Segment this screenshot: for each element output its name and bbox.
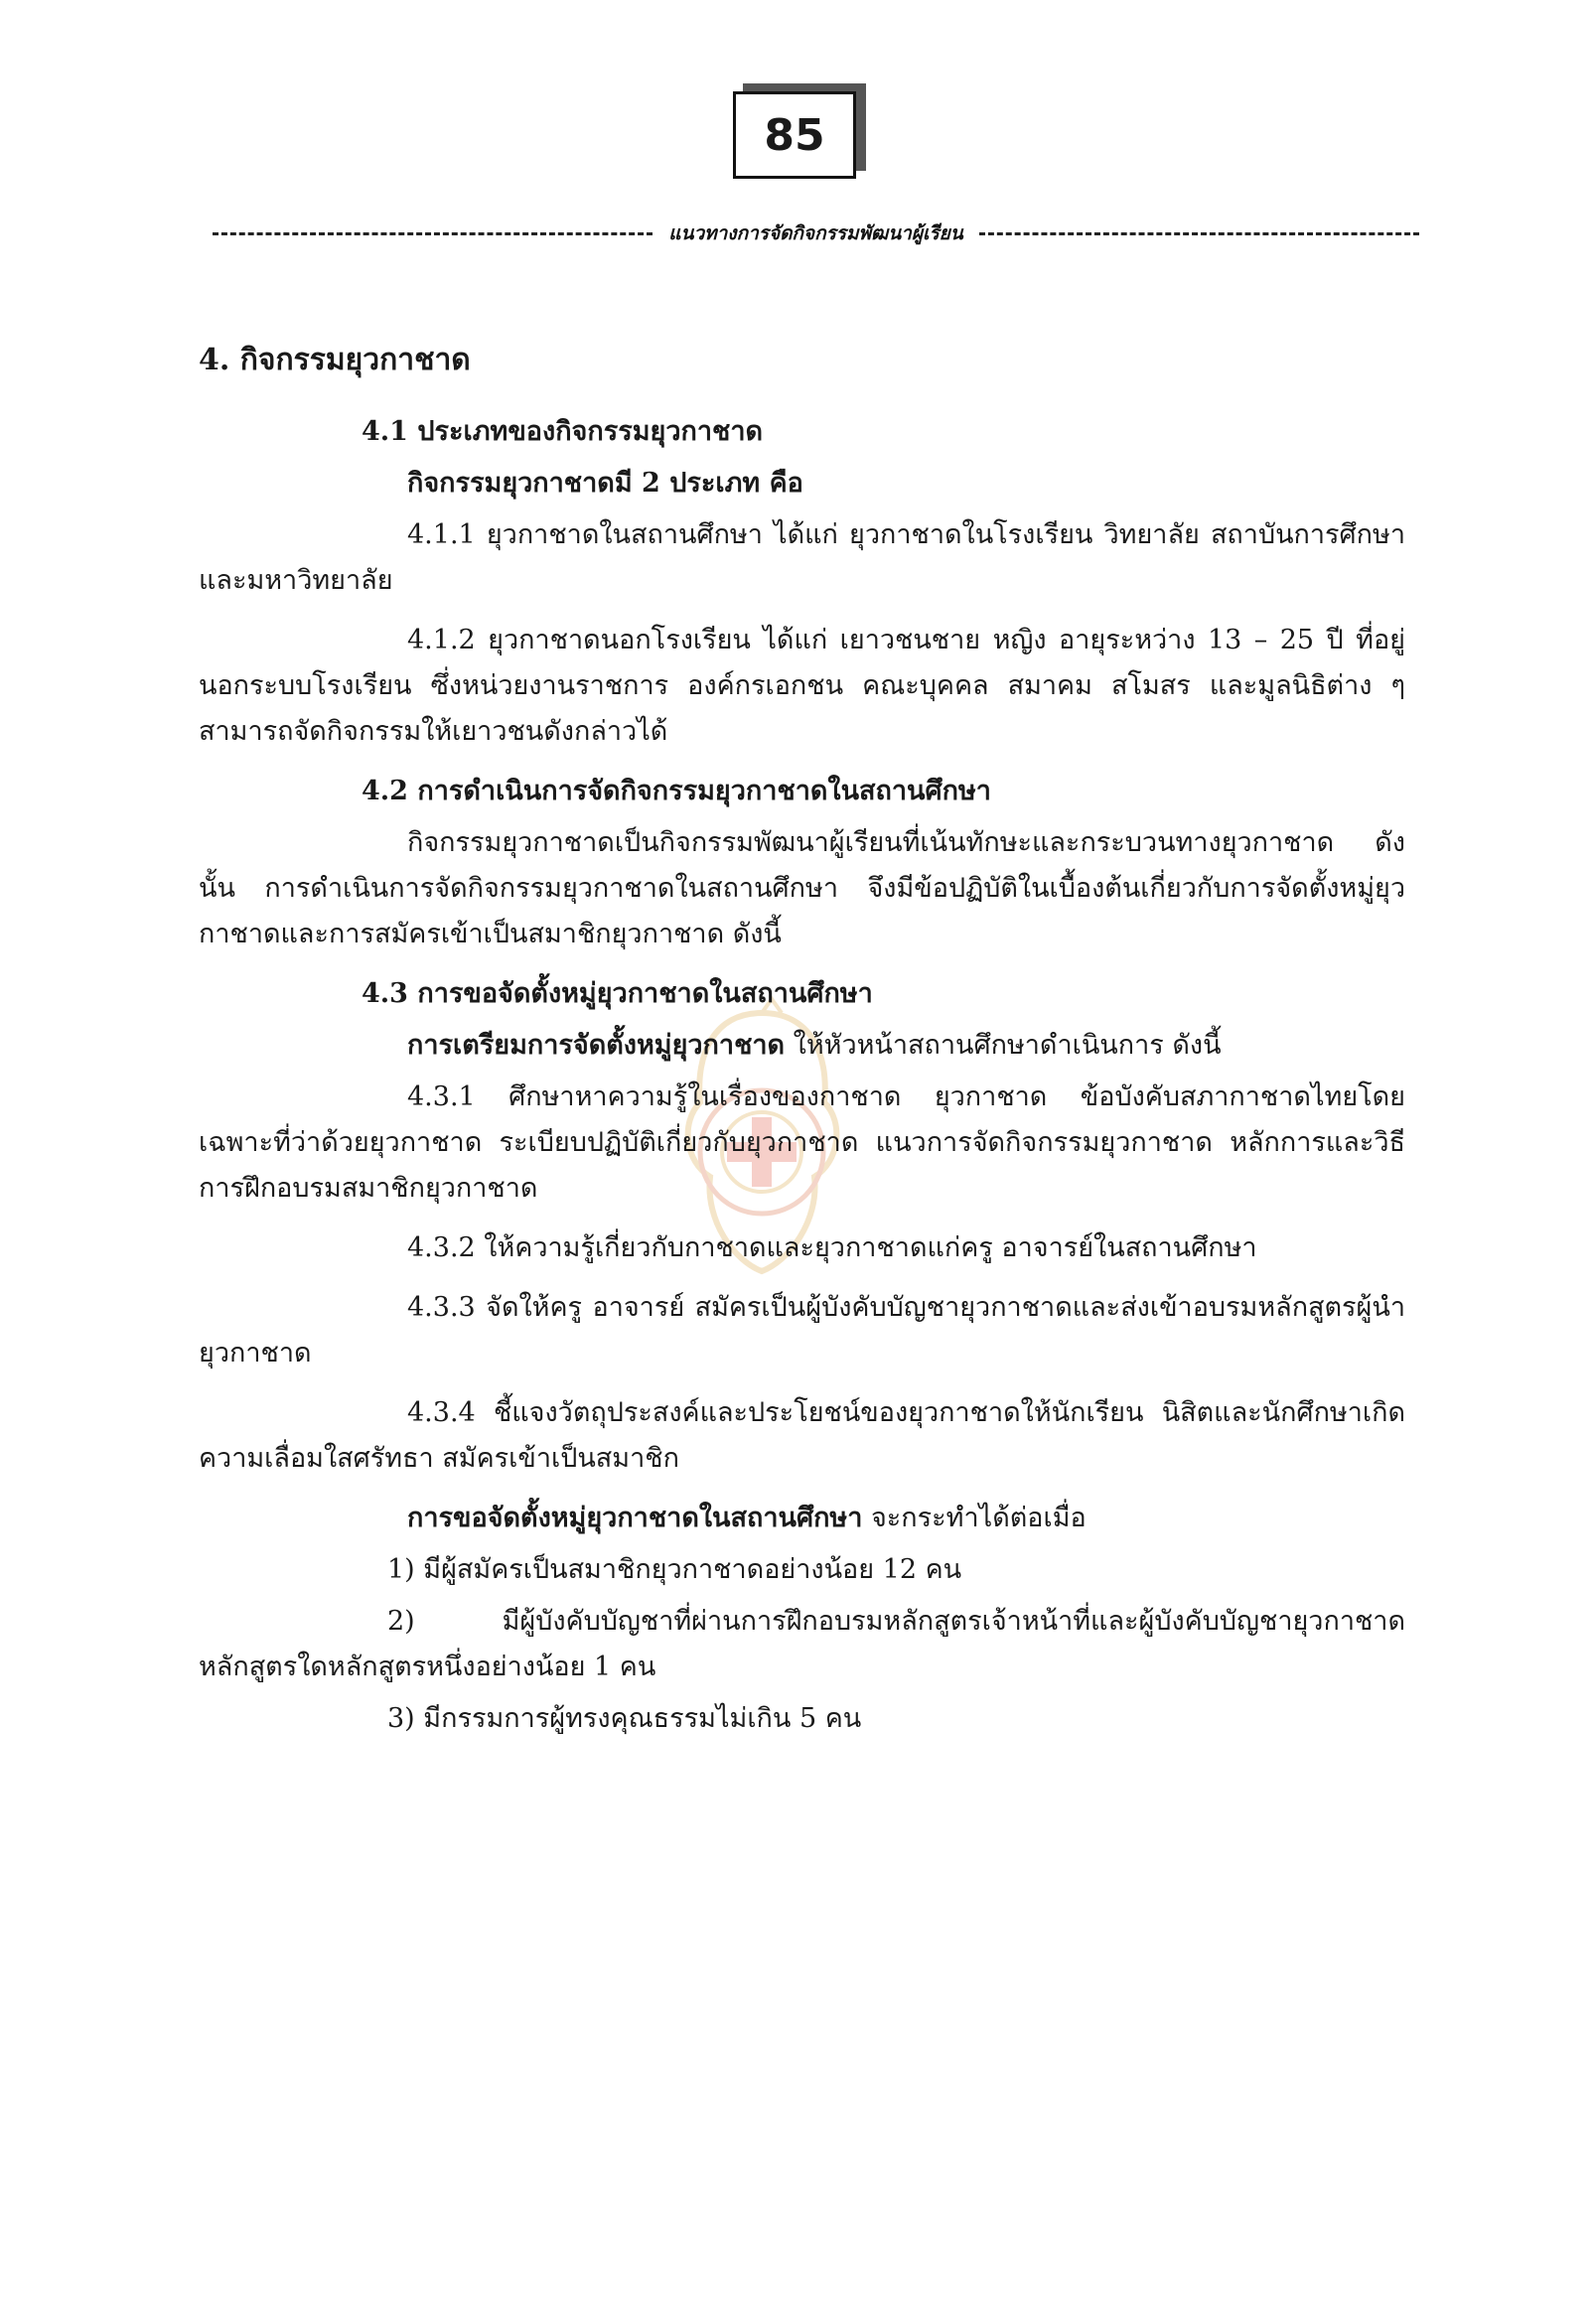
running-title: แนวทางการจัดกิจกรรมพัฒนาผู้เรียน: [668, 222, 963, 244]
subheading-4-1: กิจกรรมยุวกาชาดมี 2 ประเภท คือ: [407, 468, 803, 499]
running-header: [213, 218, 1419, 248]
header-rule-left: [213, 232, 653, 235]
heading-4-3: 4.3 การขอจัดตั้งหมู่ยุวกาชาดในสถานศึกษา: [362, 978, 873, 1009]
paragraph-4-3-2: 4.3.2 ให้ความรู้เกี่ยวกับกาชาดและยุวกาชาดแก่ครู อาจารย์ในสถานศึกษา: [407, 1232, 1257, 1263]
page-number-text: 85: [764, 109, 825, 161]
prep-rest: ให้หัวหน้าสถานศึกษาดำเนินการ ดังนี้: [785, 1030, 1222, 1061]
paragraph-4-3-4: 4.3.4 ชี้แจงวัตถุประสงค์และประโยชน์ของยุวกาชาดให้นักเรียน นิสิตและนักศึกษาเกิดความเลื่อมใสศรัทธา สมัครเข้าเป็นสมาชิก: [199, 1397, 1405, 1474]
heading-4-1: 4.1 ประเภทของกิจกรรมยุวกาชาด: [362, 416, 764, 447]
conditions-heading: การขอจัดตั้งหมู่ยุวกาชาดในสถานศึกษา: [407, 1503, 863, 1533]
section-title: 4. กิจกรรมยุวกาชาด: [199, 343, 471, 377]
prep-line: [199, 1023, 1405, 1069]
paragraph-4-3-3: 4.3.3 จัดให้ครู อาจารย์ สมัครเป็นผู้บังคับบัญชายุวกาชาดและส่งเข้าอบรมหลักสูตรผู้นำยุวกาชาด: [199, 1292, 1405, 1368]
conditions-rest: จะกระทำได้ต่อเมื่อ: [862, 1503, 1087, 1533]
condition-2: 2) มีผู้บังคับบัญชาที่ผ่านการฝึกอบรมหลักสูตรเจ้าหน้าที่และผู้บังคับบัญชายุวกาชาดหลักสูตรใดหลักสูตรหนึ่งอย่างน้อย 1 คน: [199, 1606, 1405, 1682]
condition-3: 3) มีกรรมการผู้ทรงคุณธรรมไม่เกิน 5 คน: [387, 1703, 862, 1734]
conditions-line: [199, 1496, 1405, 1541]
paragraph-4-2: กิจกรรมยุวกาชาดเป็นกิจกรรมพัฒนาผู้เรียนที่เน้นทักษะและกระบวนทางยุวกาชาด ดังนั้น การดำเนินการจัดกิจกรรมยุวกาชาดในสถานศึกษา จึงมีข้อปฏิบัติในเบื้องต้นเกี่ยวกับการจัดตั้งหมู่ยุวกาชาดและการสมัครเข้าเป็นสมาชิกยุวกาชาด ดังนี้: [199, 827, 1405, 949]
paragraph-4-1-1: 4.1.1 ยุวกาชาดในสถานศึกษา ได้แก่ ยุวกาชาดในโรงเรียน วิทยาลัย สถาบันการศึกษา และมหาวิทยาลัย: [199, 519, 1405, 596]
document-body: [199, 338, 1405, 1748]
page-number: [733, 91, 856, 179]
condition-1: 1) มีผู้สมัครเป็นสมาชิกยุวกาชาดอย่างน้อย 12 คน: [387, 1554, 962, 1585]
prep-heading: การเตรียมการจัดตั้งหมู่ยุวกาชาด: [407, 1030, 786, 1061]
heading-4-2: 4.2 การดำเนินการจัดกิจกรรมยุวกาชาดในสถานศึกษา: [362, 776, 991, 806]
paragraph-4-3-1: 4.3.1 ศึกษาหาความรู้ในเรื่องของกาชาด ยุวกาชาด ข้อบังคับสภากาชาดไทยโดยเฉพาะที่ว่าด้วยยุวกาชาด ระเบียบปฏิบัติเกี่ยวกับยุวกาชาด แนวการจัดกิจกรรมยุวกาชาด หลักการและวิธีการฝึกอบรมสมาชิกยุวกาชาด: [199, 1081, 1405, 1204]
header-rule-right: [979, 232, 1419, 235]
paragraph-4-1-2: 4.1.2 ยุวกาชาดนอกโรงเรียน ได้แก่ เยาวชนชาย หญิง อายุระหว่าง 13 – 25 ปี ที่อยู่นอกระบบโรงเรียน ซึ่งหน่วยงานราชการ องค์กรเอกชน คณะบุคคล สมาคม สโมสร และมูลนิธิต่าง ๆ สามารถจัดกิจกรรมให้เยาวชนดังกล่าวได้: [199, 625, 1405, 747]
